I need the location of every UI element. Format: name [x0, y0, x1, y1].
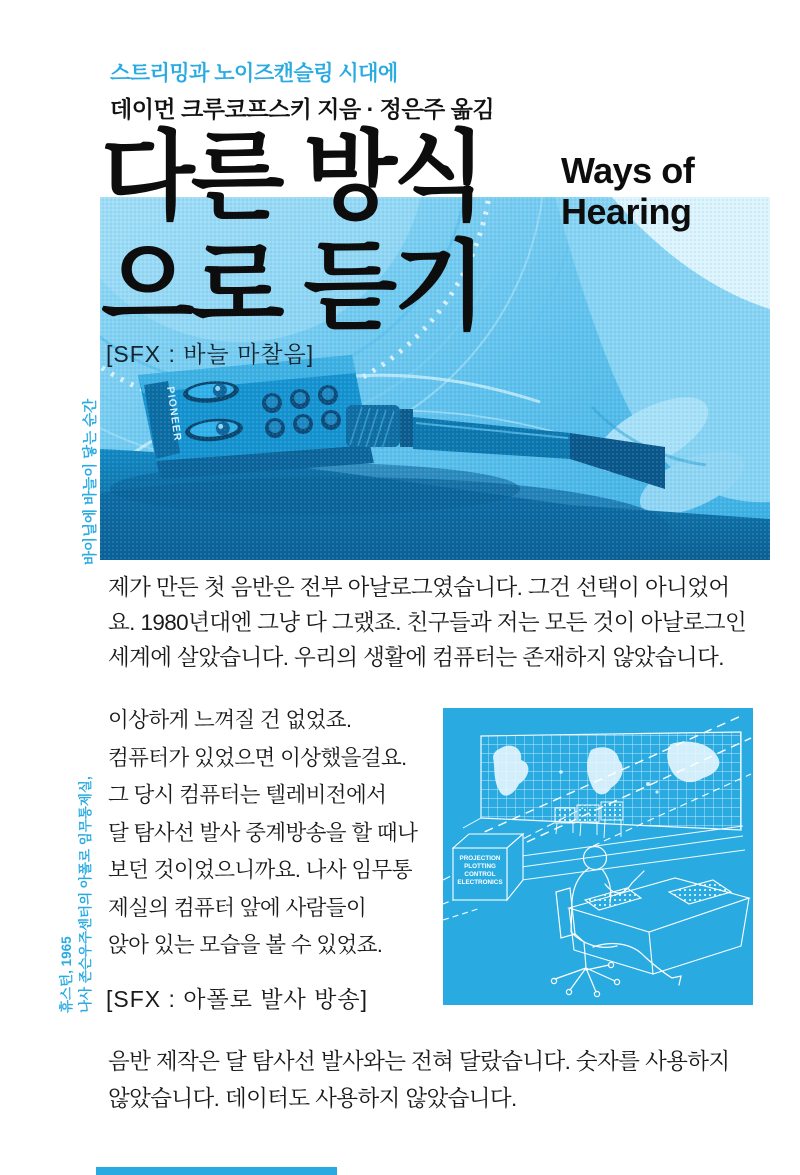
text-line: 음반 제작은 달 탐사선 발사와는 전혀 달랐습니다. 숫자를 사용하지 [108, 1049, 730, 1074]
text-line: 제실의 컴퓨터 앞에 사람들이 [108, 895, 367, 920]
eyebrow-tagline: 스트리밍과 노이즈캔슬링 시대에 [110, 62, 398, 85]
text-line: 이상하게 느껴질 건 없었죠. [108, 708, 352, 732]
text-line: 제가 만든 첫 음반은 전부 아날로그였습니다. 그건 선택이 아니었어 [108, 575, 730, 600]
vertical-caption-nasa [57, 776, 95, 1013]
sfx-needle-label: [SFX : 바늘 마찰음] [106, 341, 315, 367]
text-line: 않았습니다. 데이터도 사용하지 않았습니다. [108, 1086, 517, 1111]
title-en-line1: Ways of [561, 150, 695, 191]
main-title-english [561, 150, 694, 232]
caption-line-location: 휴스턴, 1965 [59, 936, 74, 1013]
text-line: 보던 것이었으니까요. 나사 임무통 [108, 858, 412, 882]
paragraph-intro [108, 570, 746, 676]
text-line: 달 탐사선 발사 중계방송을 할 때나 [108, 820, 418, 845]
paragraph-nasa [108, 702, 417, 965]
title-kr-line2: 으로 듣기 [101, 232, 483, 341]
mission-control-art [443, 708, 753, 1005]
next-section-image-edge [96, 1167, 337, 1175]
main-title-korean [101, 122, 483, 342]
mission-control-illustration [443, 708, 753, 1005]
text-line: 컴퓨터가 있었으면 이상했을걸요. [108, 745, 407, 770]
text-line: 요. 1980년대엔 그냥 다 그랬죠. 친구들과 저는 모든 것이 아날로그인 [108, 610, 747, 636]
text-line: 앉아 있는 모습을 볼 수 있었죠. [108, 933, 383, 957]
text-line: 그 당시 컴퓨터는 텔레비전에서 [108, 783, 387, 807]
sfx-apollo-label: [SFX : 아폴로 발사 방송] [106, 986, 368, 1012]
author-line: 데이먼 크루코프스키 지음 · 정은주 옮김 [110, 96, 495, 122]
title-en-line2: Hearing [561, 191, 692, 232]
box-label-line: PROJECTION [459, 855, 501, 862]
box-label-line: CONTROL [464, 871, 496, 878]
box-label-line: ELECTRONICS [457, 879, 503, 886]
paragraph-outro [108, 1043, 730, 1117]
title-kr-line1: 다른 방식 [101, 122, 483, 231]
vertical-caption-vinyl: 바이닐에 바늘이 닿는 순간 [83, 398, 99, 565]
caption-line-title: 나사 존슨우주센터의 아폴로 임무통제실, [78, 776, 93, 1013]
box-label-line: PLOTTING [464, 863, 496, 870]
text-line: 세계에 살았습니다. 우리의 생활에 컴퓨터는 존재하지 않았습니다. [108, 645, 724, 671]
